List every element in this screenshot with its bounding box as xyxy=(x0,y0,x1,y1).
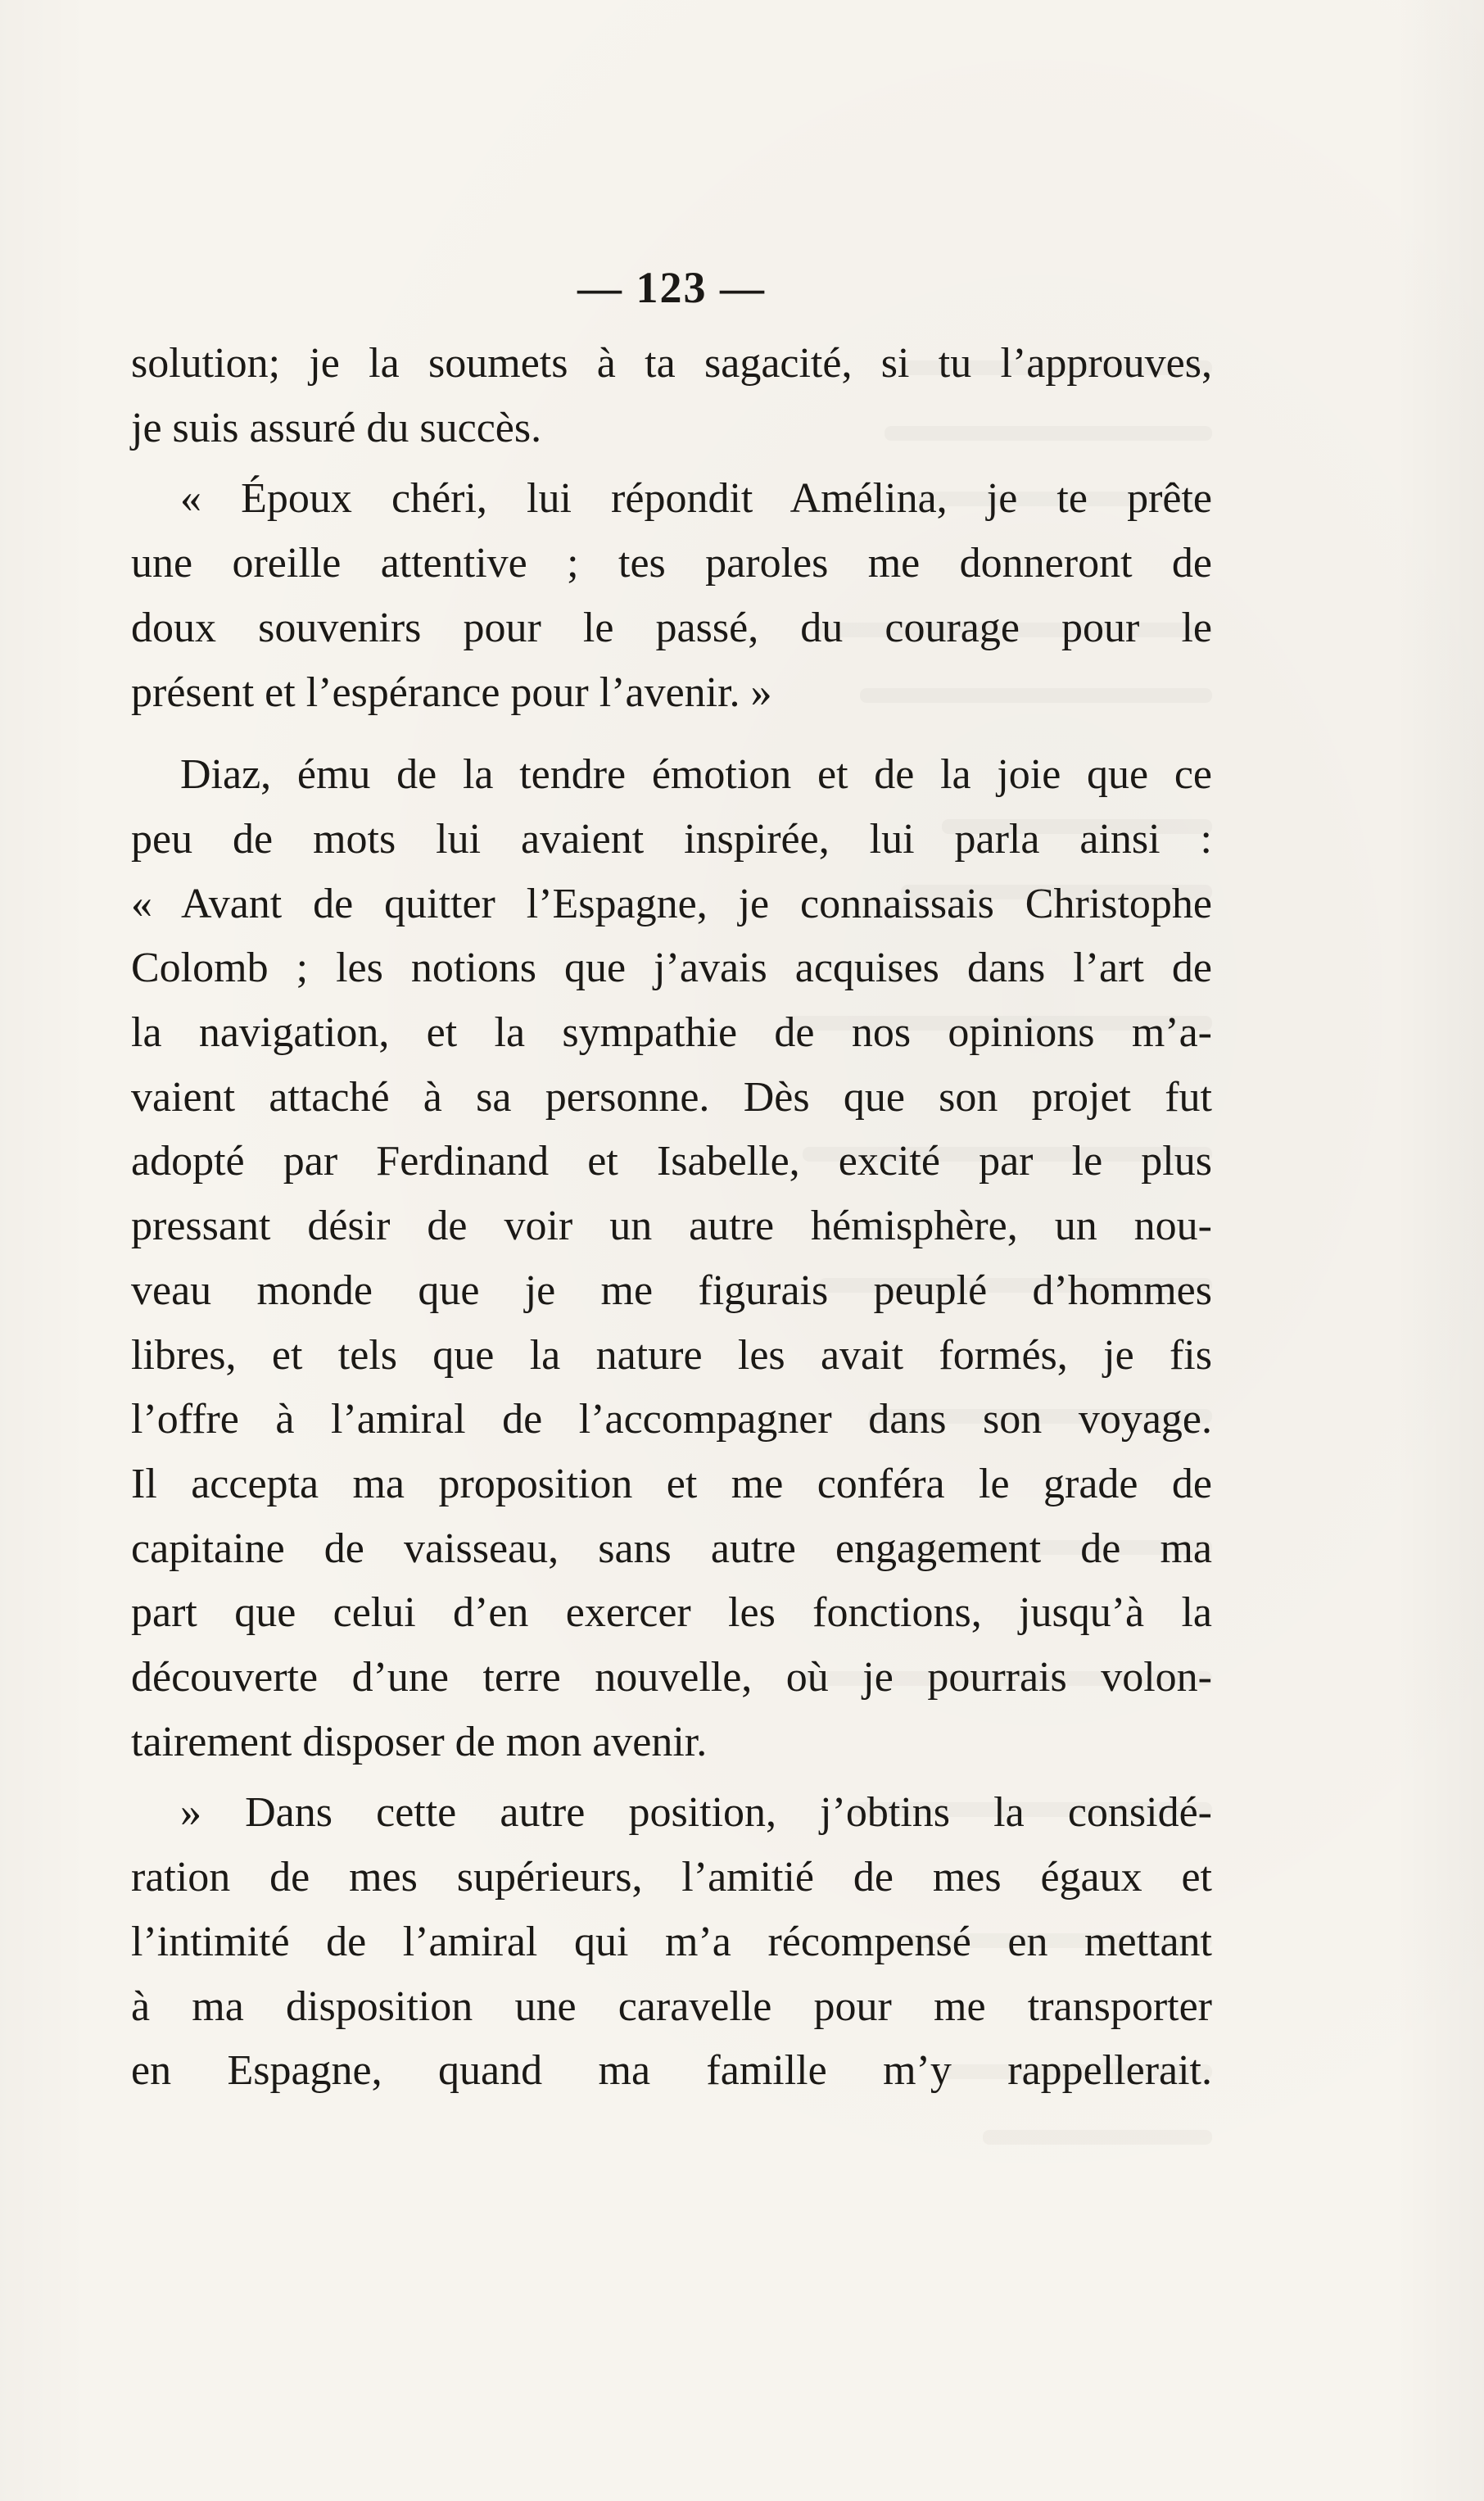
text-line: pressant désir de voir un autre hémisphère, un nou- xyxy=(131,1203,1212,1250)
paragraph xyxy=(131,332,1212,460)
text-line: Il accepta ma proposition et me conféra le grade de xyxy=(131,1460,1212,1507)
text-line: une oreille attentive ; tes paroles me donneront de xyxy=(131,540,1212,587)
text-line: « Époux chéri, lui répondit Amélina, je te prête xyxy=(180,475,1212,523)
text-line: part que celui d’en exercer les fonctions, jusqu’à la xyxy=(131,1589,1212,1637)
text-line: veau monde que je me figurais peuplé d’hommes xyxy=(131,1266,1212,1314)
page-number: — 123 — xyxy=(577,263,766,312)
text-line: » Dans cette autre position, j’obtins la considé- xyxy=(180,1789,1212,1837)
text-line: ration de mes supérieurs, l’amitié de mes égaux et xyxy=(131,1854,1212,1901)
text-line: vaient attaché à sa personne. Dès que son projet fut xyxy=(131,1073,1212,1121)
text-line: l’offre à l’amiral de l’accompagner dans son voyage. xyxy=(131,1396,1212,1443)
paragraph xyxy=(131,467,1212,725)
text-line: découverte d’une terre nouvelle, où je pourrais volon- xyxy=(131,1654,1212,1701)
text-line: libres, et tels que la nature les avait formés, je fis xyxy=(131,1331,1212,1379)
text-line: adopté par Ferdinand et Isabelle, excité par le plus xyxy=(131,1138,1212,1185)
text-line: doux souvenirs pour le passé, du courage pour le xyxy=(131,604,1212,651)
paragraph xyxy=(131,1781,1212,2104)
text-line: capitaine de vaisseau, sans autre engagement de ma xyxy=(131,1525,1212,1572)
text-line: solution; je la soumets à ta sagacité, si tu l’approuves, xyxy=(131,340,1212,387)
text-line: Diaz, ému de la tendre émotion et de la joie que ce xyxy=(180,751,1212,799)
text-line: Colomb ; les notions que j’avais acquises dans l’art de xyxy=(131,945,1212,992)
text-line: à ma disposition une caravelle pour me transporter xyxy=(131,1982,1212,2030)
text-line: en Espagne, quand ma famille m’y rappellerait. xyxy=(131,2047,1212,2095)
text-line: l’intimité de l’amiral qui m’a récompensé en mettant xyxy=(131,1918,1212,1965)
text-line: je suis assuré du succès. xyxy=(131,404,542,451)
text-line: tairement disposer de mon avenir. xyxy=(131,1718,708,1765)
body-text xyxy=(131,332,1212,2104)
text-line: « Avant de quitter l’Espagne, je connaissais Christophe xyxy=(131,880,1212,927)
text-line: présent et l’espérance pour l’avenir. » xyxy=(131,668,772,716)
paragraph xyxy=(131,743,1212,1774)
text-line: la navigation, et la sympathie de nos opinions m’a- xyxy=(131,1009,1212,1057)
text-line: peu de mots lui avaient inspirée, lui parla ainsi : xyxy=(131,815,1212,863)
